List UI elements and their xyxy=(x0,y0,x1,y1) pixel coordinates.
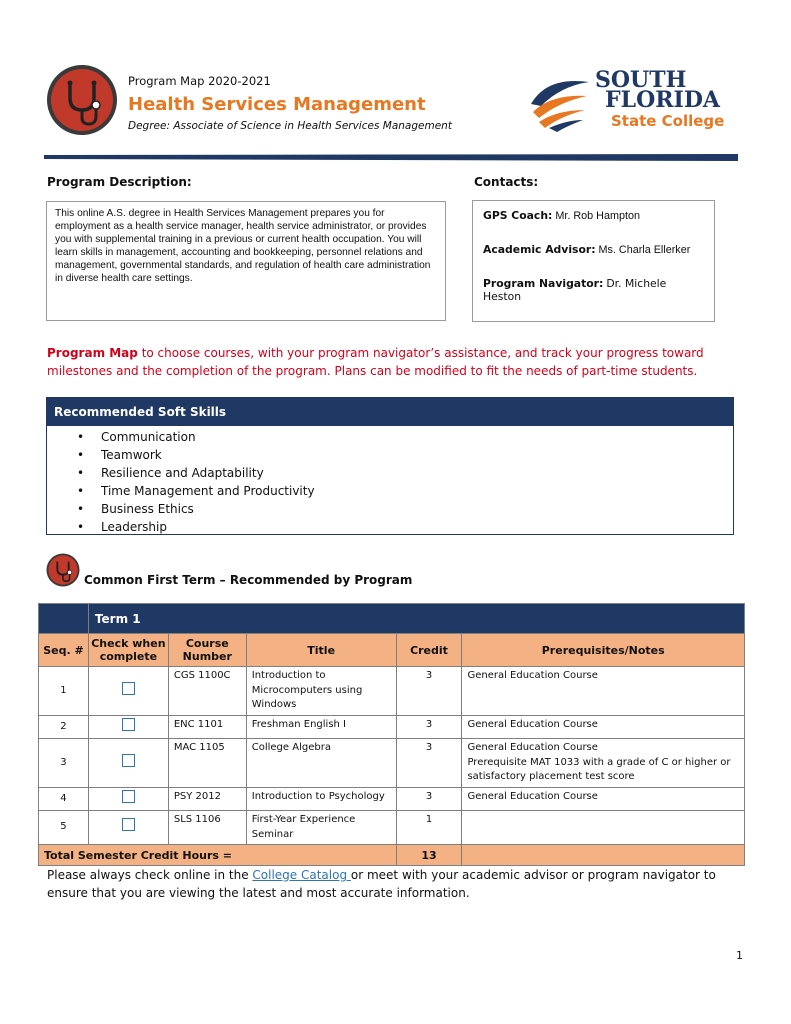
soft-skills-list xyxy=(47,428,733,536)
contact-value: Ms. Charla Ellerker xyxy=(598,244,691,256)
row-check-cell xyxy=(88,739,168,788)
soft-skill-label: Leadership xyxy=(101,520,167,534)
contact-program-navigator xyxy=(483,277,704,311)
footer-note xyxy=(47,866,747,902)
program-map-year: Program Map 2020-2021 xyxy=(128,74,271,88)
header-divider xyxy=(44,154,738,162)
row-seq: 1 xyxy=(39,667,89,716)
contact-value: Dr. Michele Heston xyxy=(483,277,667,303)
page-number: 1 xyxy=(736,949,743,962)
contact-label: Program Navigator: xyxy=(483,277,604,290)
row-check-cell xyxy=(88,715,168,739)
footer-text-after: or meet with your academic advisor or program navigator to ensure that you are viewing the latest and most accurate information. xyxy=(47,868,716,900)
table-row xyxy=(39,667,745,716)
logo-line-florida: FLORIDA xyxy=(605,87,720,113)
soft-skill-label: Resilience and Adaptability xyxy=(101,466,264,480)
row-notes: General Education Course xyxy=(462,715,745,739)
bullet-icon: • xyxy=(77,484,85,498)
college-catalog-link[interactable]: College Catalog xyxy=(252,868,351,882)
soft-skills-box xyxy=(46,397,734,535)
term-table xyxy=(38,603,745,866)
row-check-cell xyxy=(88,787,168,811)
table-row xyxy=(39,739,745,788)
logo-line-state-college: State College xyxy=(611,112,725,130)
complete-checkbox[interactable] xyxy=(122,718,135,731)
table-row xyxy=(39,787,745,811)
table-header-row xyxy=(39,634,745,667)
table-row xyxy=(39,715,745,739)
logo-line-south: SOUTH xyxy=(595,67,687,93)
soft-skill-label: Teamwork xyxy=(101,448,162,462)
list-item xyxy=(77,518,733,536)
row-notes: General Education Course xyxy=(462,667,745,716)
soft-skill-label: Business Ethics xyxy=(101,502,194,516)
row-credit: 3 xyxy=(396,787,462,811)
row-seq: 2 xyxy=(39,715,89,739)
row-title: Freshman English I xyxy=(246,715,396,739)
bullet-icon: • xyxy=(77,520,85,534)
bullet-icon: • xyxy=(77,448,85,462)
row-notes xyxy=(462,811,745,845)
table-row xyxy=(39,811,745,845)
col-header-course-line1: Course xyxy=(185,637,229,650)
contact-label: GPS Coach: xyxy=(483,209,553,222)
degree-line xyxy=(128,120,452,132)
complete-checkbox[interactable] xyxy=(122,818,135,831)
col-header-credit: Credit xyxy=(396,634,462,667)
complete-checkbox[interactable] xyxy=(122,754,135,767)
total-label: Total Semester Credit Hours = xyxy=(39,845,397,866)
contacts-box xyxy=(472,200,715,322)
col-header-seq: Seq. # xyxy=(39,634,89,667)
contacts-heading: Contacts: xyxy=(474,175,539,189)
total-row xyxy=(39,845,745,866)
complete-checkbox[interactable] xyxy=(122,790,135,803)
list-item xyxy=(77,464,733,482)
bullet-icon: • xyxy=(77,502,85,516)
row-seq: 5 xyxy=(39,811,89,845)
degree-value: Associate of Science in Health Services Management xyxy=(173,120,452,132)
contact-label: Academic Advisor: xyxy=(483,243,596,256)
row-title: Introduction to Psychology xyxy=(246,787,396,811)
row-check-cell xyxy=(88,811,168,845)
total-value: 13 xyxy=(396,845,462,866)
contact-gps-coach xyxy=(483,209,704,243)
row-course: PSY 2012 xyxy=(168,787,246,811)
col-header-course xyxy=(168,634,246,667)
row-credit: 3 xyxy=(396,667,462,716)
col-header-course-line2: Number xyxy=(182,650,232,663)
row-notes: General Education Course Prerequisite MAT 1033 with a grade of C or higher or satisfactory placement test score xyxy=(462,739,745,788)
term-title-blank xyxy=(39,604,89,634)
row-credit: 1 xyxy=(396,811,462,845)
row-seq: 4 xyxy=(39,787,89,811)
list-item xyxy=(77,428,733,446)
bullet-icon: • xyxy=(77,466,85,480)
college-logo xyxy=(527,64,727,134)
total-notes-blank xyxy=(462,845,745,866)
col-header-check xyxy=(88,634,168,667)
row-credit: 3 xyxy=(396,715,462,739)
description-text: This online A.S. degree in Health Services Management prepares you for employment as a health service manager, health service administrator, or provides you with supplemental training in a previous or current health occupation. You will learn skills in management, accounting and bookkeeping, personnel relations and management, governmental standards, and regulation of health care administration in diverse health care settings. xyxy=(55,208,431,284)
soft-skills-heading: Recommended Soft Skills xyxy=(47,398,733,426)
complete-checkbox[interactable] xyxy=(122,682,135,695)
term-label: Term 1 xyxy=(88,604,744,634)
list-item xyxy=(77,446,733,464)
term-title-row xyxy=(39,604,745,634)
row-course: MAC 1105 xyxy=(168,739,246,788)
degree-label: Degree: xyxy=(128,120,170,132)
term-section-heading: Common First Term – Recommended by Program xyxy=(84,573,413,587)
row-seq: 3 xyxy=(39,739,89,788)
row-credit: 3 xyxy=(396,739,462,788)
contact-academic-advisor xyxy=(483,243,704,277)
row-course: SLS 1106 xyxy=(168,811,246,845)
description-heading: Program Description: xyxy=(47,175,192,189)
soft-skill-label: Time Management and Productivity xyxy=(101,484,315,498)
col-header-title: Title xyxy=(246,634,396,667)
program-map-intro xyxy=(47,344,747,380)
stethoscope-logo-icon xyxy=(46,64,118,136)
program-map-label: Program Map xyxy=(47,346,138,360)
row-title: Introduction to Microcomputers using Windows xyxy=(246,667,396,716)
col-header-check-line2: complete xyxy=(99,650,158,663)
row-check-cell xyxy=(88,667,168,716)
program-map-text: to choose courses, with your program navigator’s assistance, and track your progress toward milestones and the completion of the program. Plans can be modified to fit the needs of part-time students. xyxy=(47,346,704,378)
row-title: College Algebra xyxy=(246,739,396,788)
contact-value: Mr. Rob Hampton xyxy=(555,210,640,222)
list-item xyxy=(77,500,733,518)
row-course: CGS 1100C xyxy=(168,667,246,716)
stethoscope-icon xyxy=(46,553,80,587)
row-course: ENC 1101 xyxy=(168,715,246,739)
row-title: First-Year Experience Seminar xyxy=(246,811,396,845)
description-box xyxy=(46,201,446,321)
soft-skill-label: Communication xyxy=(101,430,196,444)
col-header-check-line1: Check when xyxy=(91,637,166,650)
bullet-icon: • xyxy=(77,430,85,444)
col-header-notes: Prerequisites/Notes xyxy=(462,634,745,667)
list-item xyxy=(77,482,733,500)
row-notes: General Education Course xyxy=(462,787,745,811)
header-text xyxy=(128,74,452,132)
program-title: Health Services Management xyxy=(128,94,426,115)
footer-text-before: Please always check online in the xyxy=(47,868,253,882)
